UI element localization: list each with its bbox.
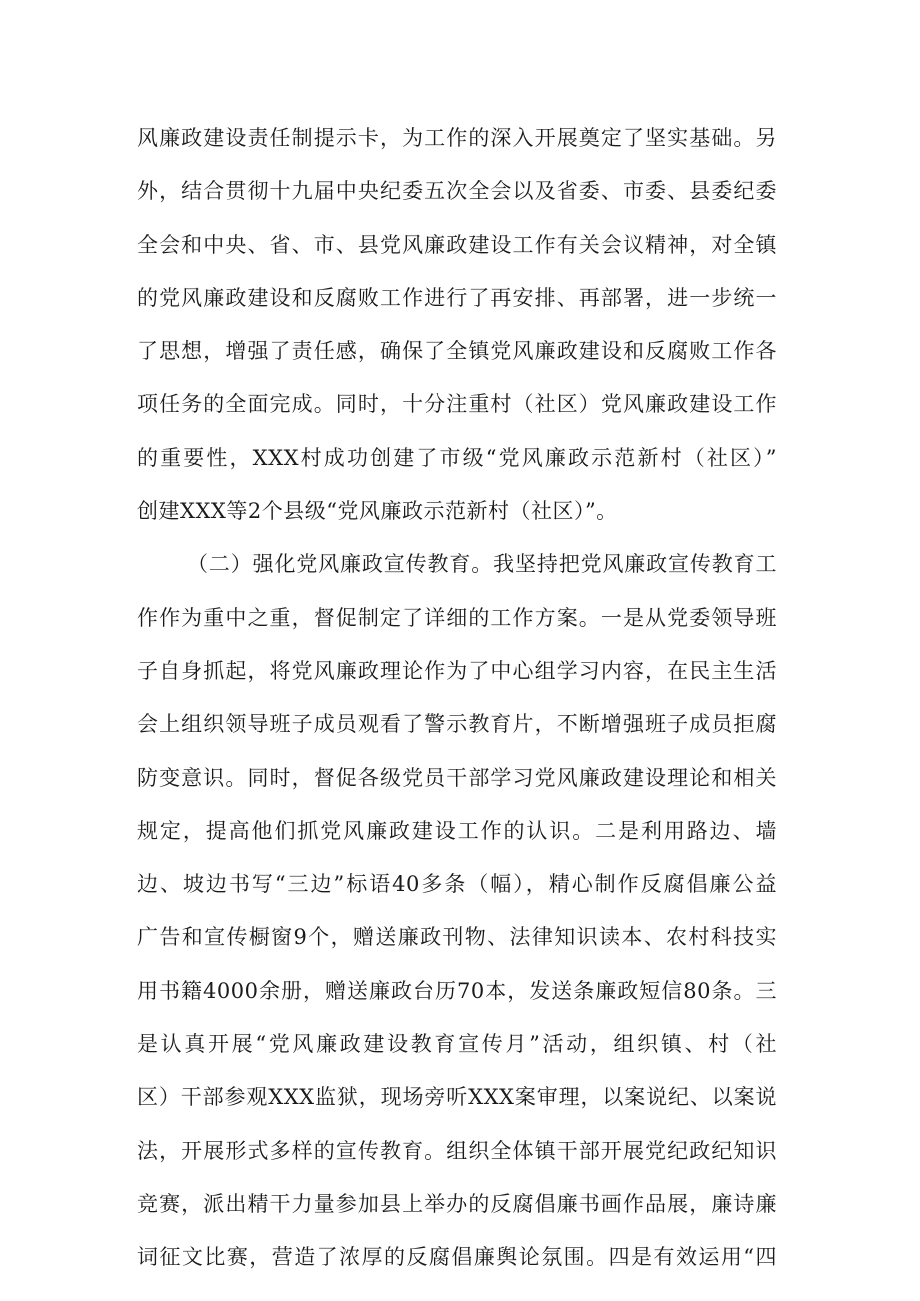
text-line: 外，结合贯彻十九届中央纪委五次全会以及省委、市委、县委纪委 (137, 179, 777, 204)
text-line: 子自身抓起，将党风廉政理论作为了中心组学习内容，在民主生活 (137, 658, 777, 683)
text-line: 全会和中央、省、市、县党风廉政建设工作有关会议精神，对全镇 (137, 232, 777, 257)
text-line: 法，开展形式多样的宣传教育。组织全体镇干部开展党纪政纪知识 (137, 1138, 777, 1163)
text-line: 规定，提高他们抓党风廉政建设工作的认识。二是利用路边、墙 (137, 818, 777, 843)
text-line: 词征文比赛，营造了浓厚的反腐倡廉舆论氛围。四是有效运用“四 (137, 1245, 777, 1270)
text-line: 边、坡边书写“三边”标语40多条（幅），精心制作反腐倡廉公益 (137, 872, 777, 897)
text-line: 风廉政建设责任制提示卡，为工作的深入开展奠定了坚实基础。另 (137, 126, 777, 150)
body-text (137, 112, 777, 1285)
text-line: 是认真开展“党风廉政建设教育宣传月”活动，组织镇、村（社 (137, 1032, 777, 1057)
text-line: 广告和宣传橱窗9个，赠送廉政刊物、法律知识读本、农村科技实 (137, 925, 777, 950)
text-line: 的重要性，XXX村成功创建了市级“党风廉政示范新村（社区）” (137, 445, 777, 470)
text-line: 作作为重中之重，督促制定了详细的工作方案。一是从党委领导班 (137, 605, 777, 630)
text-line: 项任务的全面完成。同时，十分注重村（社区）党风廉政建设工作 (137, 392, 777, 417)
text-line: 竞赛，派出精干力量参加县上举办的反腐倡廉书画作品展，廉诗廉 (137, 1191, 777, 1216)
text-line: 创建XXX等2个县级“党风廉政示范新村（社区）”。 (137, 499, 618, 524)
text-line: 区）干部参观XXX监狱，现场旁听XXX案审理，以案说纪、以案说 (137, 1085, 777, 1110)
text-line: 会上组织领导班子成员观看了警示教育片，不断增强班子成员拒腐 (137, 712, 777, 737)
text-line: 了思想，增强了责任感，确保了全镇党风廉政建设和反腐败工作各 (137, 339, 777, 364)
text-line: 用书籍4000余册，赠送廉政台历70本，发送条廉政短信80条。三 (137, 978, 777, 1003)
text-line: 防变意识。同时，督促各级党员干部学习党风廉政建设理论和相关 (137, 765, 777, 790)
section-heading-line: （二）强化党风廉政宣传教育。我坚持把党风廉政宣传教育工 (187, 552, 777, 577)
text-line: 的党风廉政建设和反腐败工作进行了再安排、再部署，进一步统一 (137, 285, 777, 310)
